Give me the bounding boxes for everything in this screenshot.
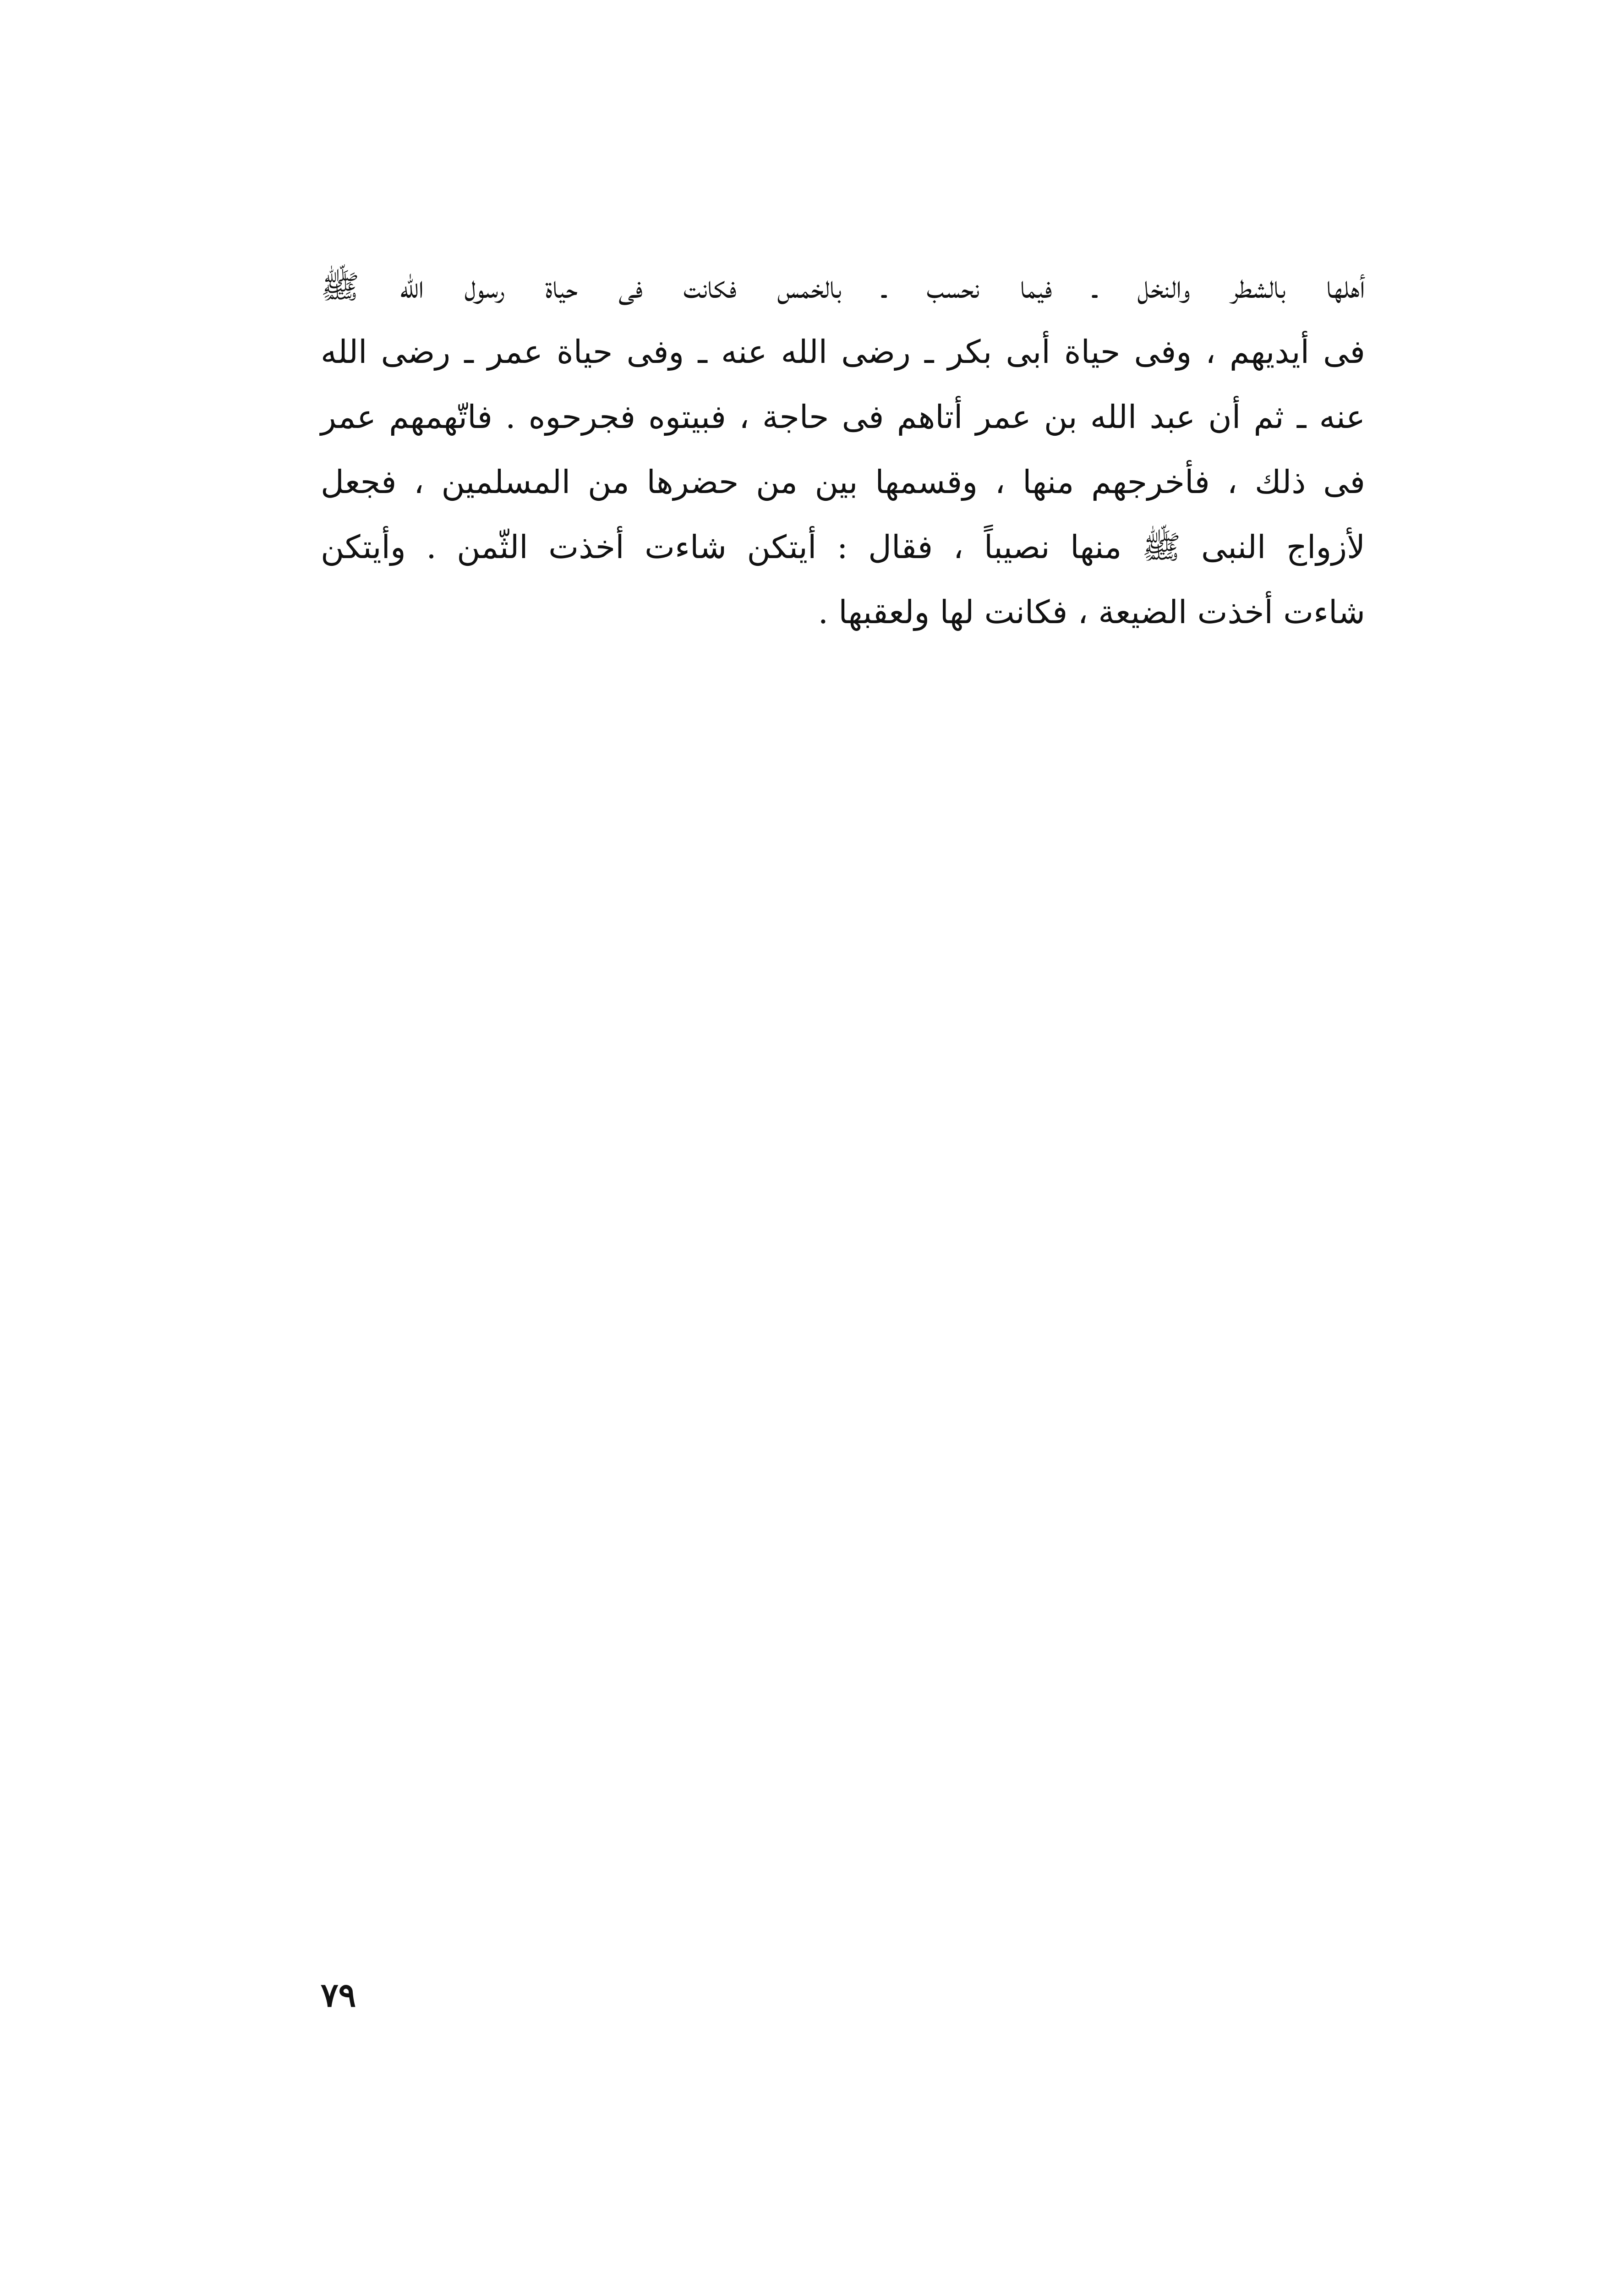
text-line: أهلها بالشطر والنخل ـ فيما نحسب ـ بالخمس فكانت فى حياة رسول الله ﷺ [321, 268, 1365, 306]
text-line: عنه ـ ثم أن عبد الله بن عمر أتاهم فى حاجة ، فبيتوه فجرحوه . فاتّهمهم عمر [321, 398, 1365, 436]
page-number: ٧٩ [321, 1975, 356, 2014]
text-line: فى أيديهم ، وفى حياة أبى بكر ـ رضى الله عنه ـ وفى حياة عمر ـ رضى الله [321, 333, 1365, 371]
text-line: فى ذلك ، فأخرجهم منها ، وقسمها بين من حضرها من المسلمين ، فجعل [321, 463, 1365, 501]
body-text [321, 254, 1365, 645]
text-line: شاءت أخذت الضيعة ، فكانت لها ولعقبها . [818, 593, 1365, 631]
text-line: لأزواج النبى ﷺ منها نصيباً ، فقال : أيتكن شاءت أخذت الثّمن . وأيتكن [321, 528, 1365, 566]
